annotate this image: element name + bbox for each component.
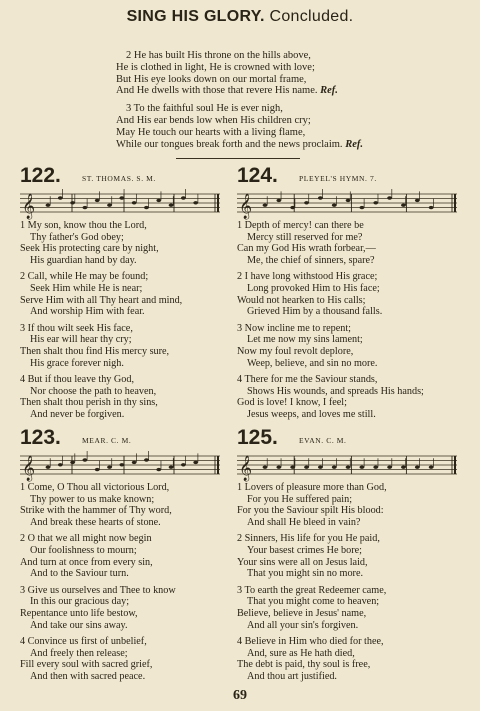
verse <box>20 220 235 266</box>
verse-line: And His ear bends low when His children cry; <box>116 114 311 126</box>
verse <box>20 482 235 528</box>
verse <box>237 533 472 579</box>
note-head <box>360 206 365 209</box>
music-staff <box>20 186 220 220</box>
hymn-header <box>237 166 472 186</box>
note-head <box>181 463 186 466</box>
verse <box>237 323 472 369</box>
verse-line: And worship Him with fear. <box>30 306 145 318</box>
hymn-header <box>20 428 235 448</box>
verse <box>237 271 472 317</box>
hymn-verses <box>237 220 472 421</box>
verse <box>237 374 472 420</box>
verse-line: Let me now my sins lament; <box>247 334 363 346</box>
verse-line: Mercy still reserved for me? <box>247 231 363 243</box>
music-staff <box>20 448 220 482</box>
note-head <box>263 204 268 207</box>
hymn-number: 124. <box>237 164 278 187</box>
note-head <box>276 466 281 469</box>
divider-rule <box>176 158 300 159</box>
verse-line: And thou art justified. <box>247 670 337 682</box>
verse <box>20 585 235 631</box>
verse-line: Weep, believe, and sin no more. <box>247 357 378 369</box>
verse-line: For you the Saviour spilt His blood: <box>237 505 384 517</box>
verse-line: And freely then release; <box>30 647 128 659</box>
verse-line: 3 To the faithful soul He is ever nigh, <box>126 103 283 115</box>
treble-clef-icon: 𝄞 <box>22 455 36 480</box>
hymn-header <box>237 428 472 448</box>
note-head <box>181 196 186 199</box>
note-head <box>304 466 309 469</box>
verse-line: 3 To earth the great Redeemer came, <box>237 584 387 596</box>
hymn-123 <box>20 428 235 688</box>
note-head <box>332 466 337 469</box>
page-subtitle: Concluded. <box>269 8 354 25</box>
verse-line: Thy power to us make known; <box>30 493 155 505</box>
note-head <box>318 196 323 199</box>
intro-verse <box>116 103 363 150</box>
hymn-number: 122. <box>20 164 61 187</box>
verse-line: Our foolishness to mourn; <box>30 544 137 556</box>
note-head <box>373 201 378 204</box>
verse-line: Would not hearken to His calls; <box>237 294 366 306</box>
verse-line: 4 There for me the Saviour stands, <box>237 374 378 386</box>
note-head <box>107 466 112 469</box>
verse-line: Seek Him while He is near; <box>30 282 143 294</box>
verse <box>20 271 235 317</box>
note-head <box>318 466 323 469</box>
note-head <box>401 466 406 469</box>
verse-line: And take our sins away. <box>30 619 128 631</box>
hymn-verses <box>20 220 235 421</box>
note-head <box>263 466 268 469</box>
verse <box>237 482 472 528</box>
tune-name: EVAN. C. M. <box>299 436 347 445</box>
verse-line: Grieved Him by a thousand falls. <box>247 306 383 318</box>
verse-line: While our tongues break forth and the news proclaim. Ref. <box>116 138 363 150</box>
refrain-mark: Ref. <box>317 85 338 97</box>
verse-line: Jesus weeps, and loves me still. <box>247 408 376 420</box>
verse-line: That you might come to heaven; <box>247 596 380 608</box>
note-head <box>401 204 406 207</box>
verse-line: The debt is paid, thy soul is free, <box>237 659 371 671</box>
hymn-verses <box>237 482 472 683</box>
verse-line: 2 He has built His throne on the hills above, <box>126 50 311 61</box>
tune-name: PLEYEL'S HYMN. 7. <box>299 174 377 183</box>
verse-line: Now my foul revolt deplore, <box>237 345 354 357</box>
note-head <box>332 204 337 207</box>
verse-line: And turn at once from every sin, <box>20 556 153 568</box>
tune-name: MEAR. C. M. <box>82 436 132 445</box>
verse-line: And to the Saviour turn. <box>30 568 129 580</box>
verse-line: 2 O that we all might now begin <box>20 533 152 545</box>
note-head <box>429 206 434 209</box>
note-head <box>429 466 434 469</box>
verse <box>20 533 235 579</box>
verse-line: May He touch our hearts with a living flame, <box>116 126 306 138</box>
note-head <box>83 206 88 209</box>
verse-line: 1 Come, O Thou all victorious Lord, <box>20 482 170 493</box>
verse <box>237 585 472 631</box>
staff-wrapper <box>20 448 235 482</box>
note-head <box>346 466 351 469</box>
verse-line: And, sure as He hath died, <box>247 647 355 659</box>
treble-clef-icon: 𝄞 <box>22 193 36 218</box>
verse-line: 4 Believe in Him who died for thee, <box>237 636 384 648</box>
hymn-122 <box>20 166 235 426</box>
note-head <box>46 466 51 469</box>
note-head <box>144 206 149 209</box>
verse-line: Thy father's God obey; <box>30 231 124 243</box>
verse <box>20 636 235 682</box>
music-staff <box>237 448 457 482</box>
verse-line: That you might sin no more. <box>247 568 364 580</box>
verse-line: 2 Sinners, His life for you He paid, <box>237 533 380 545</box>
note-head <box>415 466 420 469</box>
note-head <box>132 201 137 204</box>
verse-line: Believe, believe in Jesus' name, <box>237 607 367 619</box>
verse-line: Shows His wounds, and spreads His hands; <box>247 385 424 397</box>
note-head <box>95 468 100 471</box>
verse-line: 3 Now incline me to repent; <box>237 322 352 334</box>
verse-line: Seek His protecting care by night, <box>20 243 159 255</box>
note-head <box>373 466 378 469</box>
verse <box>237 220 472 266</box>
verse-line: Repentance unto life bestow, <box>20 607 138 619</box>
note-head <box>70 461 75 464</box>
verse-line: 1 Lovers of pleasure more than God, <box>237 482 387 493</box>
verse-line: And never be forgiven. <box>30 408 125 420</box>
hymn-124 <box>237 166 472 426</box>
note-head <box>290 206 295 209</box>
staff-wrapper <box>237 448 472 482</box>
verse-line: Can my God His wrath forbear,— <box>237 243 376 255</box>
note-head <box>415 199 420 202</box>
page-number: 69 <box>233 688 247 703</box>
note-head <box>169 204 174 207</box>
hymn-number: 123. <box>20 426 61 449</box>
note-head <box>276 199 281 202</box>
note-head <box>119 463 124 466</box>
verse-line: And then with sacred peace. <box>30 670 146 682</box>
verse-line: God is love! I know, I feel; <box>237 397 347 409</box>
note-head <box>119 196 124 199</box>
verse-line: Fill every soul with sacred grief, <box>20 659 153 671</box>
note-head <box>156 199 161 202</box>
intro-verses <box>116 50 363 156</box>
refrain-mark: Ref. <box>342 138 363 150</box>
verse <box>20 374 235 420</box>
verse-line: His grace forever nigh. <box>30 357 124 369</box>
intro-verse <box>116 50 363 97</box>
verse-line: Then shalt thou perish in thy sins, <box>20 397 158 409</box>
note-head <box>144 458 149 461</box>
hymn-number: 125. <box>237 426 278 449</box>
hymn-header <box>20 166 235 186</box>
note-head <box>58 463 63 466</box>
verse-line: 2 I have long withstood His grace; <box>237 271 378 283</box>
verse-line: Strike with the hammer of Thy word, <box>20 505 172 517</box>
page-title: SING HIS GLORY. <box>126 8 265 25</box>
music-staff <box>237 186 457 220</box>
verse-line: 1 Depth of mercy! can there be <box>237 220 364 231</box>
verse-line: Your sins were all on Jesus laid, <box>237 556 368 568</box>
verse-line: Serve Him with all Thy heart and mind, <box>20 294 183 306</box>
verse-line: 4 But if thou leave thy God, <box>20 374 135 386</box>
note-head <box>304 201 309 204</box>
note-head <box>58 196 63 199</box>
tune-name: ST. THOMAS. S. M. <box>82 174 156 183</box>
note-head <box>360 466 365 469</box>
staff-wrapper <box>20 186 235 220</box>
verse-line: 3 Give us ourselves and Thee to know <box>20 584 176 596</box>
note-head <box>290 466 295 469</box>
verse-line: For you He suffered pain; <box>247 493 353 505</box>
note-head <box>169 466 174 469</box>
page-header <box>0 8 480 26</box>
verse-line: 2 Call, while He may be found; <box>20 271 149 283</box>
note-head <box>387 196 392 199</box>
note-head <box>70 201 75 204</box>
verse-line: Nor choose the path to heaven, <box>30 385 157 397</box>
treble-clef-icon: 𝄞 <box>239 193 253 218</box>
verse-line: 4 Convince us first of unbelief, <box>20 636 147 648</box>
verse <box>237 636 472 682</box>
note-head <box>193 461 198 464</box>
verse-line: 1 My son, know thou the Lord, <box>20 220 147 231</box>
verse-line: In this our gracious day; <box>30 596 130 608</box>
treble-clef-icon: 𝄞 <box>239 455 253 480</box>
note-head <box>193 201 198 204</box>
verse <box>20 323 235 369</box>
verse-line: Then shalt thou find His mercy sure, <box>20 345 170 357</box>
note-head <box>95 199 100 202</box>
note-head <box>387 466 392 469</box>
verse-line: Your basest crimes He bore; <box>247 544 362 556</box>
staff-wrapper <box>237 186 472 220</box>
verse-line: Long provoked Him to His face; <box>247 282 380 294</box>
verse-line: Me, the chief of sinners, spare? <box>247 254 375 266</box>
verse-line: And shall He bleed in vain? <box>247 516 361 528</box>
verse-line: And all your sin's forgiven. <box>247 619 359 631</box>
note-head <box>83 458 88 461</box>
note-head <box>107 204 112 207</box>
hymn-125 <box>237 428 472 688</box>
note-head <box>156 468 161 471</box>
verse-line: His guardian hand by day. <box>30 254 137 266</box>
note-head <box>46 204 51 207</box>
verse-line: 3 If thou wilt seek His face, <box>20 322 133 334</box>
verse-line: But His eye looks down on our mortal frame, <box>116 73 307 85</box>
note-head <box>132 461 137 464</box>
note-head <box>346 199 351 202</box>
verse-line: And break these hearts of stone. <box>30 516 161 528</box>
verse-line: He is clothed in light, He is crowned with love; <box>116 61 315 73</box>
hymn-verses <box>20 482 235 683</box>
verse-line: His ear will hear thy cry; <box>30 334 132 346</box>
verse-line: And He dwells with those that revere His name. Ref. <box>116 85 338 97</box>
